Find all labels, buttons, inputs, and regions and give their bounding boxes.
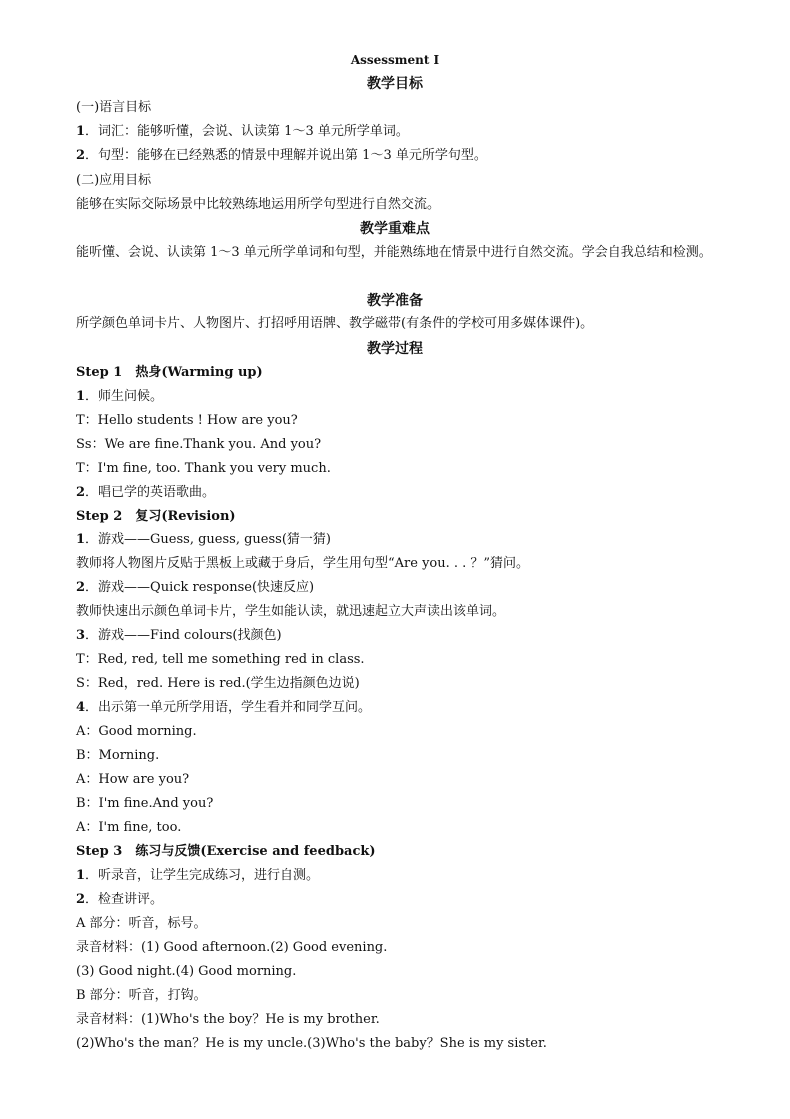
dialogue-line: B：I'm fine.And you?	[76, 796, 214, 811]
item-text: ．听录音，让学生完成练习，进行自测。	[85, 868, 320, 883]
dialogue-line: Ss：We are fine.Thank you. And you?	[76, 437, 322, 452]
list-item	[76, 386, 746, 408]
item-number: 2	[76, 892, 86, 907]
dialogue-line: A：Good morning.	[76, 724, 197, 739]
dialogue-line: S：Red，red. Here is red.(学生边指颜色边说)	[76, 676, 360, 691]
preparation-heading: 教学准备	[367, 293, 423, 309]
part-a-label: A 部分：听音，标号。	[76, 916, 207, 931]
dialogue-line: A：How are you?	[76, 772, 190, 787]
list-item	[76, 697, 746, 719]
item-number: 1	[76, 389, 86, 404]
language-goal-label: (一)语言目标	[76, 100, 152, 115]
dialogue-line: T：Hello students ! How are you?	[76, 413, 298, 428]
recording-material: 录音材料：(1) Good afternoon.(2) Good evening.	[76, 940, 388, 955]
list-item	[76, 529, 746, 551]
application-goal-text: 能够在实际交际场景中比较熟练地运用所学句型进行自然交流。	[76, 197, 441, 212]
game-description: 教师将人物图片反贴于黑板上或藏于身后，学生用句型“Are you. . . ？”猜问。	[76, 556, 530, 571]
item-text: ．唱已学的英语歌曲。	[85, 485, 216, 500]
list-item	[76, 482, 746, 504]
item-number: 1	[76, 124, 86, 139]
item-number: 1	[76, 532, 86, 547]
item-number: 2	[76, 148, 86, 163]
step3-title: Step 3 练习与反馈(Exercise and feedback)	[76, 844, 376, 859]
recording-material: 录音材料：(1)Who's the boy？He is my brother.	[76, 1012, 380, 1027]
list-item	[76, 889, 746, 911]
objective-item	[76, 145, 746, 167]
item-text: ．游戏——Guess, guess, guess(猜一猜)	[85, 532, 331, 547]
process-heading: 教学过程	[367, 341, 423, 357]
dialogue-line: T：I'm fine, too. Thank you very much.	[76, 461, 331, 476]
dialogue-line: B：Morning.	[76, 748, 160, 763]
item-text: ．师生问候。	[85, 389, 164, 404]
objectives-heading: 教学目标	[367, 76, 423, 92]
objective-item	[76, 121, 746, 143]
step1-title: Step 1 热身(Warming up)	[76, 365, 263, 380]
step2-title: Step 2 复习(Revision)	[76, 509, 236, 524]
keypoints-text: 能听懂、会说、认读第 1～3 单元所学单词和句型，并能熟练地在情景中进行自然交流。学会自我总结和检测。	[76, 245, 712, 260]
recording-material: (2)Who's the man？He is my uncle.(3)Who's the baby？She is my sister.	[76, 1036, 547, 1051]
item-text: ．出示第一单元所学用语，学生看并和同学互问。	[85, 700, 372, 715]
item-number: 2	[76, 580, 86, 595]
recording-material: (3) Good night.(4) Good morning.	[76, 964, 297, 979]
part-b-label: B 部分：听音，打钩。	[76, 988, 207, 1003]
preparation-text: 所学颜色单词卡片、人物图片、打招呼用语牌、教学磁带(有条件的学校可用多媒体课件)。	[76, 316, 594, 331]
item-text: ．词汇：能够听懂，会说、认读第 1～3 单元所学单词。	[85, 124, 409, 139]
item-text: ．游戏——Find colours(找颜色)	[85, 628, 282, 643]
list-item	[76, 865, 746, 887]
dialogue-line: A：I'm fine, too.	[76, 820, 182, 835]
item-number: 1	[76, 868, 86, 883]
item-text: ．句型：能够在已经熟悉的情景中理解并说出第 1～3 单元所学句型。	[85, 148, 487, 163]
item-text: ．检查讲评。	[85, 892, 164, 907]
item-text: ．游戏——Quick response(快速反应)	[85, 580, 315, 595]
game-description: 教师快速出示颜色单词卡片，学生如能认读，就迅速起立大声读出该单词。	[76, 604, 506, 619]
keypoints-heading: 教学重难点	[360, 221, 430, 237]
document-title: Assessment Ⅰ	[350, 53, 440, 67]
dialogue-line: T：Red, red, tell me something red in class.	[76, 652, 365, 667]
list-item	[76, 577, 746, 599]
item-number: 4	[76, 700, 86, 715]
application-goal-label: (二)应用目标	[76, 173, 152, 188]
list-item	[76, 625, 746, 647]
item-number: 2	[76, 485, 86, 500]
item-number: 3	[76, 628, 86, 643]
